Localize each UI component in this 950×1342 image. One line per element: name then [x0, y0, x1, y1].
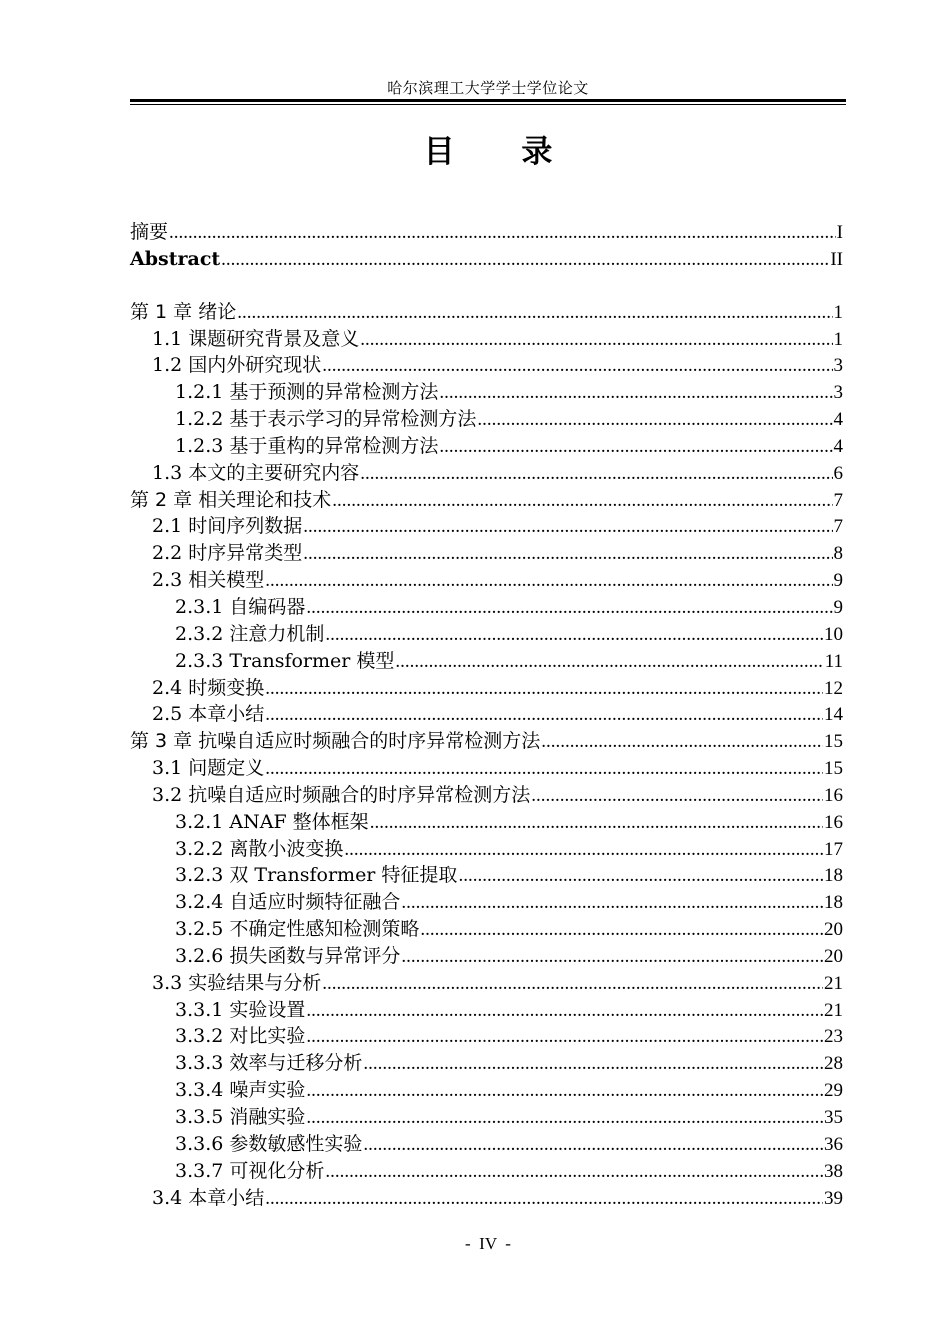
toc-dot-leader — [306, 1105, 823, 1132]
toc-dot-leader — [363, 1132, 823, 1159]
toc-entry-label: 2.3.2 注意力机制 — [175, 622, 325, 645]
toc-entry-label: 第 1 章 绪论 — [130, 300, 237, 323]
toc-dot-leader — [370, 810, 823, 837]
toc-entry-page: 29 — [824, 1080, 843, 1102]
toc-entry[interactable] — [130, 299, 843, 326]
toc-entry-page: 4 — [833, 409, 843, 431]
toc-entry[interactable] — [130, 943, 843, 970]
toc-entry-page: 20 — [824, 945, 843, 967]
toc-entry-label: 第 2 章 相关理论和技术 — [130, 488, 332, 511]
toc-entry[interactable] — [130, 728, 843, 755]
toc-entry-page: 28 — [824, 1053, 843, 1075]
page-title: 目 录 — [423, 134, 581, 170]
toc-entry-page: 20 — [824, 919, 843, 941]
toc-entry-label: 3.2 抗噪自适应时频融合的时序异常检测方法 — [152, 783, 531, 806]
toc-entry-label: 2.1 时间序列数据 — [152, 515, 303, 538]
toc-entry-page: 36 — [824, 1133, 843, 1155]
toc-entry-page: 6 — [833, 462, 843, 484]
toc-dot-leader — [169, 220, 836, 247]
toc-entry[interactable] — [130, 916, 843, 943]
toc-entry-page: 12 — [824, 677, 843, 699]
toc-entry-page: 9 — [833, 570, 843, 592]
toc-entry-page: 1 — [833, 301, 843, 323]
toc-entry-label: 第 3 章 抗噪自适应时频融合的时序异常检测方法 — [130, 730, 541, 753]
toc-entry-label: 3.3.4 噪声实验 — [175, 1079, 306, 1102]
toc-entry[interactable] — [130, 1077, 843, 1104]
toc-dot-leader — [395, 649, 823, 676]
toc-dot-leader — [363, 1051, 823, 1078]
toc-entry-page: 38 — [824, 1160, 843, 1182]
toc-entry[interactable] — [130, 1104, 843, 1131]
toc-dot-leader — [265, 568, 832, 595]
toc-entry-label: 2.3.3 Transformer 模型 — [175, 649, 395, 672]
toc-entry-page: 7 — [833, 489, 843, 511]
toc-entry-page: 23 — [824, 1026, 843, 1048]
toc-entry-page: 7 — [833, 516, 843, 538]
toc-entry-label: 1.3 本文的主要研究内容 — [152, 461, 360, 484]
toc-dot-leader — [458, 863, 823, 890]
toc-entry[interactable] — [130, 567, 843, 594]
toc-entry-label: 2.2 时序异常类型 — [152, 542, 303, 565]
toc-dot-leader — [322, 971, 823, 998]
toc-entry-label: 2.3.1 自编码器 — [175, 595, 306, 618]
toc-dot-leader — [303, 514, 832, 541]
toc-entry-page: 18 — [824, 892, 843, 914]
toc-entry[interactable] — [130, 540, 843, 567]
toc-dot-leader — [439, 434, 832, 461]
header-rule-thin — [130, 104, 846, 105]
toc-entry-label: 3.2.3 双 Transformer 特征提取 — [175, 864, 458, 887]
toc-dot-leader — [420, 917, 823, 944]
toc-dot-leader — [325, 1159, 823, 1186]
toc-entry-page: 15 — [824, 758, 843, 780]
toc-entry-label: 3.3.1 实验设置 — [175, 998, 306, 1021]
toc-entry-label: 3.3.5 消融实验 — [175, 1106, 306, 1128]
toc-entry[interactable] — [130, 487, 843, 514]
toc-entry[interactable] — [130, 809, 843, 836]
toc-entry[interactable] — [130, 513, 843, 540]
toc-dot-leader — [322, 353, 832, 380]
toc-entry-label: 3.2.6 损失函数与异常评分 — [175, 944, 401, 967]
toc-entry-page: 1 — [833, 328, 843, 350]
toc-entry-page: II — [830, 248, 843, 270]
toc-entry-page: I — [836, 222, 843, 243]
toc-dot-leader — [401, 890, 823, 917]
toc-entry-page: 21 — [824, 999, 843, 1021]
toc-dot-leader — [401, 944, 823, 971]
toc-entry[interactable] — [130, 219, 843, 246]
toc-entry[interactable] — [130, 755, 843, 782]
toc-entry-label: 3.2.4 自适应时频特征融合 — [175, 891, 401, 914]
toc-entry[interactable] — [130, 1023, 843, 1050]
toc-entry-page: 8 — [833, 543, 843, 565]
toc-dot-leader — [265, 1186, 823, 1213]
toc-entry[interactable] — [130, 379, 843, 406]
toc-dot-leader — [306, 1024, 823, 1051]
toc-dot-leader — [265, 676, 823, 703]
toc-entry-label: 1.2.3 基于重构的异常检测方法 — [175, 434, 439, 457]
toc-entry[interactable] — [130, 675, 843, 702]
toc-dot-leader — [306, 1078, 823, 1105]
toc-entry-label: 3.3.7 可视化分析 — [175, 1159, 325, 1182]
toc-entry[interactable] — [130, 701, 843, 728]
toc-dot-leader — [265, 756, 823, 783]
toc-entry[interactable] — [130, 836, 843, 863]
toc-entry-page: 3 — [833, 355, 843, 377]
toc-entry-label: 3.2.5 不确定性感知检测策略 — [175, 918, 420, 941]
toc-dot-leader — [303, 541, 832, 568]
toc-dot-leader — [306, 595, 832, 622]
toc-entry-label: 2.3 相关模型 — [152, 569, 265, 592]
toc-entry-label: 3.1 问题定义 — [152, 757, 265, 780]
toc-entry-page: 21 — [824, 972, 843, 994]
toc-entry-label: 1.2.1 基于预测的异常检测方法 — [175, 381, 439, 404]
toc-dot-leader — [531, 783, 823, 810]
toc-entry[interactable] — [130, 246, 843, 273]
running-header: 哈尔滨理工大学学士学位论文 — [387, 79, 589, 97]
toc-dot-leader — [332, 488, 832, 515]
toc-entry[interactable] — [130, 862, 843, 889]
toc-entry-label: 3.3.6 参数敏感性实验 — [175, 1132, 363, 1155]
toc-entry-label: 摘要 — [130, 221, 169, 243]
toc-entry-page: 16 — [824, 784, 843, 806]
toc-entry-label: 3.2.1 ANAF 整体框架 — [175, 810, 369, 833]
toc-dot-leader — [439, 380, 832, 407]
toc-entry[interactable] — [130, 997, 843, 1024]
toc-entry[interactable] — [130, 460, 843, 487]
toc-entry[interactable] — [130, 594, 843, 621]
toc-entry-page: 39 — [824, 1187, 843, 1209]
toc-entry-page: 10 — [824, 623, 843, 645]
toc-entry-label: 1.2.2 基于表示学习的异常检测方法 — [175, 408, 477, 431]
toc-entry-page: 14 — [824, 704, 843, 726]
toc-entry[interactable] — [130, 621, 843, 648]
toc-entry-page: 17 — [824, 838, 843, 860]
toc-entry-page: 11 — [824, 650, 843, 672]
toc-entry[interactable] — [130, 406, 843, 433]
toc-entry[interactable] — [130, 1185, 843, 1212]
toc-entry[interactable] — [130, 326, 843, 353]
toc-dot-leader — [477, 407, 832, 434]
toc-entry-label: 3.3.3 效率与迁移分析 — [175, 1052, 363, 1075]
toc-entry-label: 3.3.2 对比实验 — [175, 1025, 306, 1048]
toc-entry-page: 18 — [824, 865, 843, 887]
toc-dot-leader — [221, 247, 829, 274]
toc-entry-page: 16 — [824, 811, 843, 833]
toc-entry[interactable] — [130, 889, 843, 916]
toc-entry-label: 3.4 本章小结 — [152, 1186, 265, 1209]
toc-entry-label: 2.5 本章小结 — [152, 703, 265, 726]
toc-dot-leader — [541, 729, 823, 756]
toc-dot-leader — [360, 461, 832, 488]
toc-entry-label: 3.3 实验结果与分析 — [152, 971, 322, 994]
toc-dot-leader — [360, 327, 832, 354]
toc-dot-leader — [237, 300, 832, 327]
toc-entry[interactable] — [130, 648, 843, 675]
toc-dot-leader — [265, 702, 823, 729]
toc-dot-leader — [325, 622, 823, 649]
toc-entry[interactable] — [130, 1131, 843, 1158]
toc-entry-label: 1.2 国内外研究现状 — [152, 354, 322, 377]
toc-entry-page: 35 — [824, 1107, 843, 1128]
toc-entry[interactable] — [130, 352, 843, 379]
toc-entry-label: Abstract — [130, 247, 221, 270]
toc-dot-leader — [306, 998, 823, 1025]
toc-entry[interactable] — [130, 1158, 843, 1185]
toc-entry[interactable] — [130, 970, 843, 997]
toc-entry-label: 2.4 时频变换 — [152, 676, 265, 699]
header-rule-thick — [130, 99, 846, 102]
toc-dot-leader — [344, 837, 823, 864]
toc-entry[interactable] — [130, 782, 843, 809]
toc-entry[interactable] — [130, 433, 843, 460]
toc-entry-page: 4 — [833, 435, 843, 457]
toc-entry[interactable] — [130, 1050, 843, 1077]
page-number-footer: - IV - — [465, 1234, 511, 1253]
toc-entry-page: 15 — [824, 731, 843, 753]
toc-entry-label: 1.1 课题研究背景及意义 — [152, 327, 360, 350]
toc-entry-page: 3 — [833, 382, 843, 404]
table-of-contents — [130, 219, 843, 1211]
toc-entry-label: 3.2.2 离散小波变换 — [175, 837, 344, 860]
toc-entry-page: 9 — [833, 596, 843, 618]
